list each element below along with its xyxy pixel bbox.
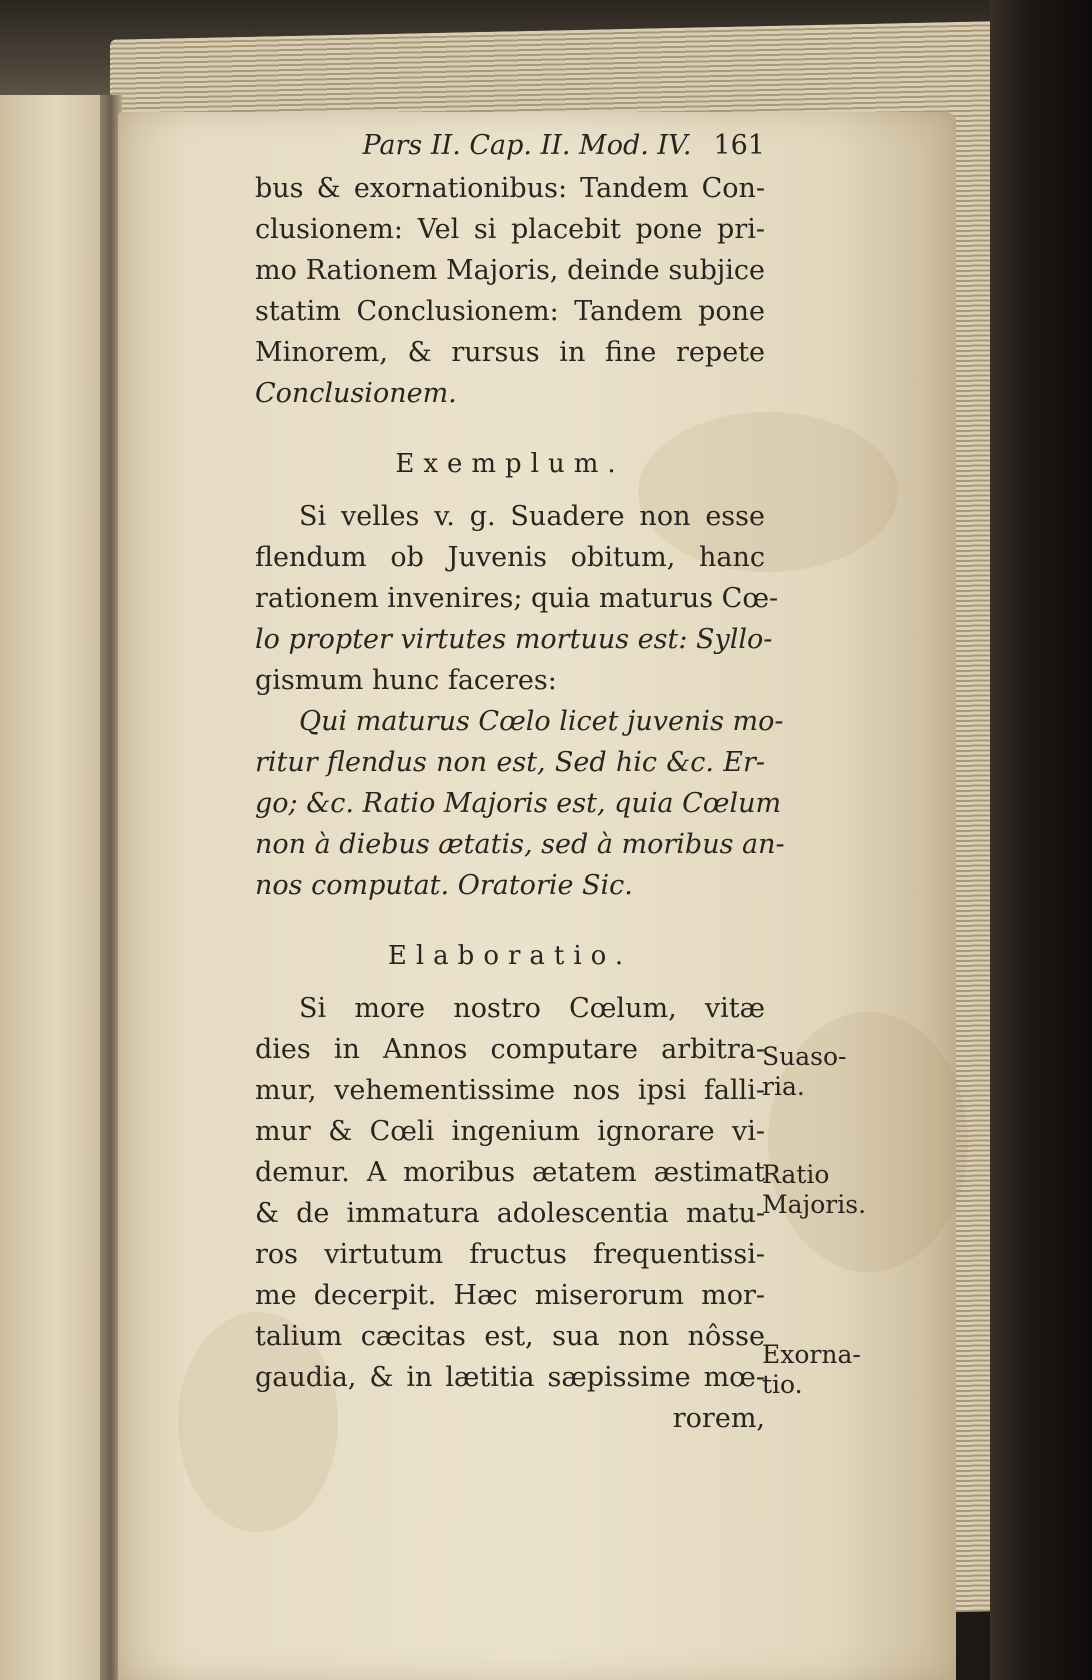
text-line: Si more nostro Cœlum, vitæ <box>299 993 765 1024</box>
margin-note-line: Exorna- <box>762 1340 861 1369</box>
text-line: mur, vehementissime nos ipsi falli- <box>255 1075 765 1106</box>
margin-note-line: Suaso- <box>762 1042 847 1071</box>
text-line: mo Rationem Majoris, deinde subjice <box>255 255 765 286</box>
margin-note-line: ria. <box>762 1072 805 1101</box>
margin-note-line: tio. <box>762 1370 803 1399</box>
text-line: mur & Cœli ingenium ignorare vi- <box>255 1116 765 1147</box>
running-header <box>255 125 765 166</box>
paragraph-3 <box>255 701 785 906</box>
text-line: rorem, <box>672 1403 765 1434</box>
margin-note-ratio-majoris <box>762 1160 866 1220</box>
margin-note-line: Majoris. <box>762 1190 867 1219</box>
text-line: flendum ob Juvenis obitum, hanc <box>255 542 765 573</box>
text-line: rationem invenires; quia maturus Cœ- <box>255 583 779 614</box>
text-line: lo propter virtutes mortuus est: Syllo- <box>255 624 773 655</box>
text-line: go; &c. Ratio Majoris est, quia Cœlum <box>255 788 782 819</box>
text-line: bus & exornationibus: Tandem Con- <box>255 173 765 204</box>
paragraph-4 <box>255 988 765 1439</box>
text-line: gaudia, & in lætitia sæpissime mœ- <box>255 1362 765 1393</box>
text-line: & de immatura adolescentia matu- <box>255 1198 765 1229</box>
text-line: clusionem: Vel si placebit pone pri- <box>255 214 765 245</box>
text-line: Minorem, & rursus in fine repete <box>255 337 765 368</box>
margin-note-exornatio <box>762 1340 861 1400</box>
left-page <box>0 95 112 1680</box>
section-heading: Elaboratio. <box>387 941 633 971</box>
text-line: demur. A moribus ætatem æstimat <box>255 1157 765 1188</box>
section-heading: Exemplum. <box>395 449 625 479</box>
text-line: non à diebus ætatis, sed à moribus an- <box>255 829 785 860</box>
paragraph-2 <box>255 496 779 701</box>
paragraph-1 <box>255 168 765 414</box>
text-line: nos computat. Oratorie Sic. <box>255 870 633 901</box>
margin-note-suasoria <box>762 1042 846 1102</box>
text-line: Qui maturus Cœlo licet juvenis mo- <box>299 706 784 737</box>
text-line: statim Conclusionem: Tandem pone <box>255 296 765 327</box>
text-line: ros virtutum fructus frequentissi- <box>255 1239 765 1270</box>
running-title: Pars II. Cap. II. Mod. IV. <box>362 130 692 161</box>
page-number: 161 <box>713 130 765 161</box>
text-line: me decerpit. Hæc miserorum mor- <box>255 1280 765 1311</box>
text-line: talium cæcitas est, sua non nôsse <box>255 1321 765 1352</box>
text-line: gismum hunc faceres: <box>255 665 557 696</box>
margin-note-line: Ratio <box>762 1160 830 1189</box>
text-line: ritur flendus non est, Sed hic &c. Er- <box>255 747 765 778</box>
text-line: Si velles v. g. Suadere non esse <box>299 501 765 532</box>
binding-right-edge <box>990 0 1092 1680</box>
text-line: dies in Annos computare arbitra- <box>255 1034 765 1065</box>
text-line: Conclusionem. <box>255 378 457 409</box>
